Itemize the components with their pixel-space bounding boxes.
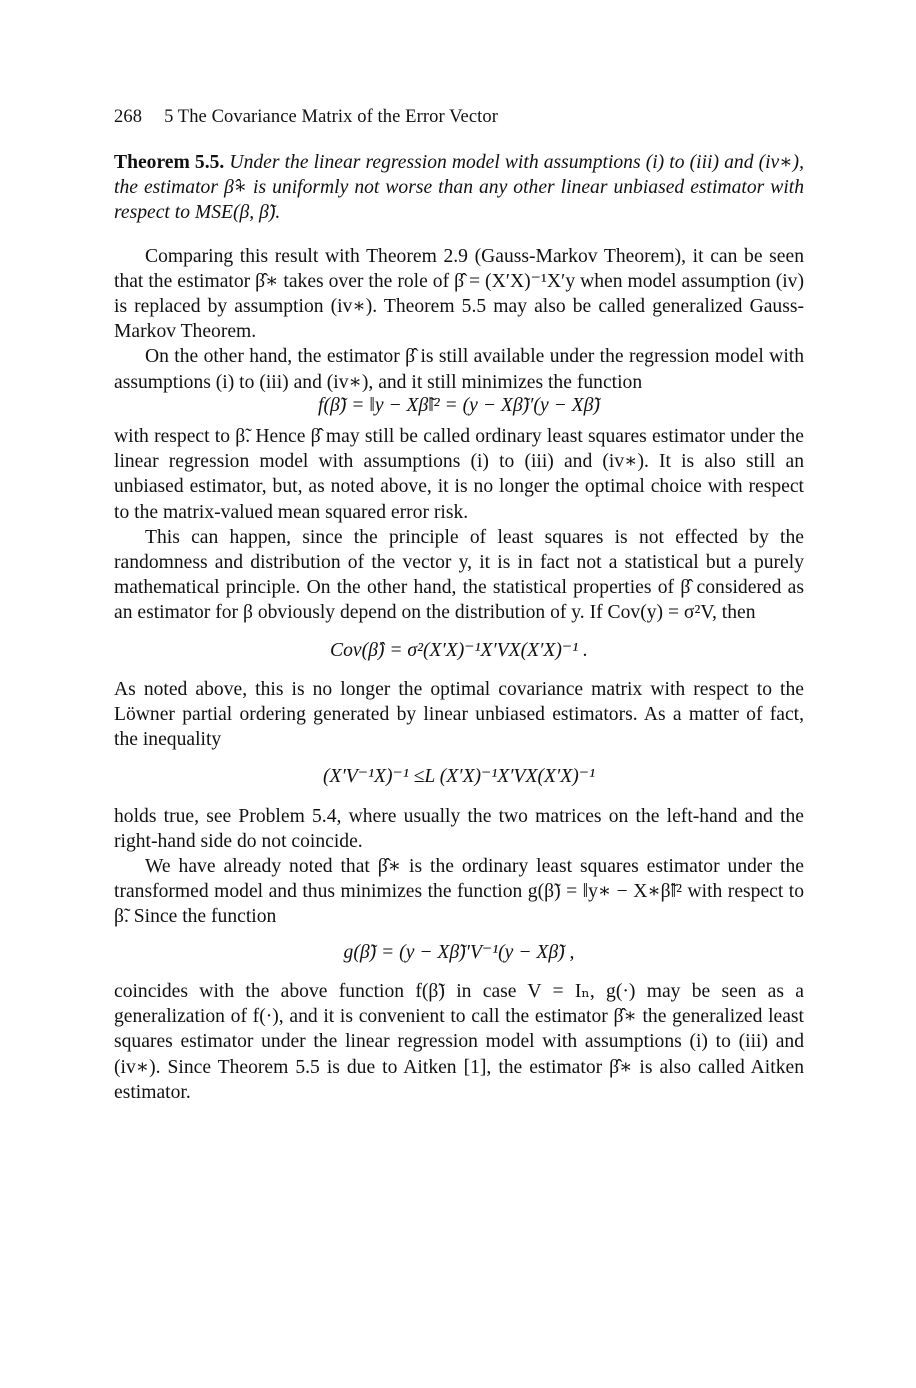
running-header — [114, 107, 498, 128]
page-number: 268 — [114, 107, 143, 127]
equation-g: g(β̃) = (y − Xβ̃)′V⁻¹(y − Xβ̃) , — [343, 941, 575, 963]
page-body — [114, 150, 804, 1105]
equation-f: f(β̃) = ‖y − Xβ̃‖² = (y − Xβ̃)′(y − Xβ̃) — [318, 394, 600, 416]
paragraph-3: with respect to β̃. Hence β̂ may still be called ordinary least squares estimator under the linear regression model with assumptions (i) to (iii) and (iv∗). It is also still an unbiased estimator, but, as noted above, it is no longer the optimal choice with respect to the matrix-valued mean squared error risk. — [114, 426, 804, 523]
paragraph-6: holds true, see Problem 5.4, where usually the two matrices on the left-hand and the right-hand side do not coincide. — [114, 805, 804, 852]
theorem-text: Under the linear regression model with assumptions (i) to (iii) and (iv∗), the estimator β̂∗ is uniformly not worse than any other linear unbiased estimator with respect to MSE(β, β̃). — [114, 152, 804, 224]
chapter-title: 5 The Covariance Matrix of the Error Vector — [164, 107, 498, 127]
paragraph-5: As noted above, this is no longer the optimal covariance matrix with respect to the Löwner partial ordering generated by linear unbiased estimators. As a matter of fact, the inequality — [114, 678, 804, 751]
paragraph-2: On the other hand, the estimator β̂ is still available under the regression model with assumptions (i) to (iii) and (iv∗), and it still minimizes the function — [114, 346, 804, 393]
paragraph-7: We have already noted that β̂∗ is the ordinary least squares estimator under the transformed model and thus minimizes the function g(β̃) = ‖y∗ − X∗β̃‖² with respect to β̃. Since the function — [114, 856, 804, 928]
equation-cov: Cov(β̂) = σ²(X′X)⁻¹X′VX(X′X)⁻¹ . — [330, 639, 588, 661]
theorem-label: Theorem 5.5. — [114, 152, 225, 173]
paragraph-1: Comparing this result with Theorem 2.9 (Gauss-Markov Theorem), it can be seen that the estimator β̂∗ takes over the role of β̂ = (X′X)⁻¹X′y when model assumption (iv) is replaced by assumption (iv∗). Theorem 5.5 may also be called generalized Gauss-Markov Theorem. — [114, 245, 804, 343]
equation-inequality: (X′V⁻¹X)⁻¹ ≤L (X′X)⁻¹X′VX(X′X)⁻¹ — [323, 766, 595, 788]
paragraph-8: coincides with the above function f(β̃) in case V = Iₙ, g(·) may be seen as a generalization of f(·), and it is convenient to call the estimator β̂∗ the generalized least squares estimator under the linear regression model with assumptions (i) to (iii) and (iv∗). Since Theorem 5.5 is due to Aitken [1], the estimator β̂∗ is also called Aitken estimator. — [114, 980, 804, 1103]
paragraph-4: This can happen, since the principle of least squares is not effected by the randomness and distribution of the vector y, it is in fact not a statistical but a purely mathematical principle. On the other hand, the statistical properties of β̂ considered as an estimator for β obviously depend on the distribution of y. If Cov(y) = σ²V, then — [114, 526, 804, 624]
theorem-5-5 — [114, 150, 804, 226]
